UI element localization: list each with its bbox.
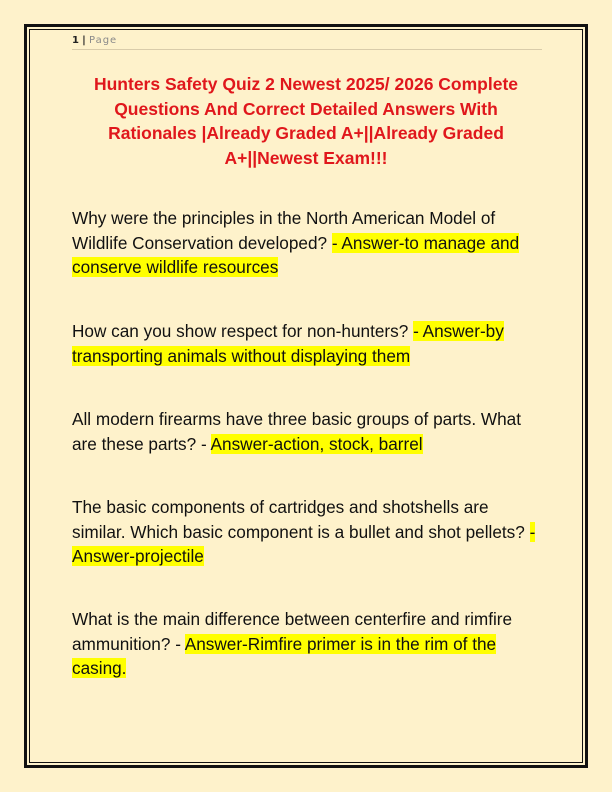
answer-separator: - [175, 633, 185, 654]
question-text: All modern firearms have three basic groups of parts. What are these parts? [72, 409, 521, 454]
question-text: What is the main difference between centerfire and rimfire ammunition? [72, 609, 513, 654]
qa-item-5 [72, 607, 542, 681]
answer-text: Answer-Rimfire primer is in the rim of the casing. [72, 633, 497, 678]
answer-text: - Answer-by transporting animals without displaying them [72, 321, 504, 366]
qa-item-4 [72, 495, 542, 569]
question-text: The basic components of cartridges and shotshells are similar. Which basic component is a bullet and shot pellets? [72, 497, 530, 542]
qa-item-2 [72, 319, 542, 368]
page-header [72, 35, 542, 50]
qa-item-1 [72, 206, 542, 280]
page-number: 1 [72, 35, 79, 46]
qa-item-3 [72, 407, 542, 456]
question-text: How can you show respect for non-hunters? [72, 321, 414, 341]
document-title: Hunters Safety Quiz 2 Newest 2025/ 2026 Complete Questions And Correct Detailed Answers With Rationales |Already Graded A+||Already Graded A+||Newest Exam!!! [93, 74, 519, 168]
page-label: Page [89, 35, 118, 46]
answer-text: Answer-action, stock, barrel [210, 433, 423, 454]
answer-text: - Answer-to manage and conserve wildlife resources [72, 232, 520, 277]
answer-separator: - [200, 433, 211, 454]
answer-text: - Answer-projectile [72, 521, 536, 566]
page-separator: | [82, 35, 86, 46]
question-text: Why were the principles in the North American Model of Wildlife Conservation developed? [72, 208, 496, 253]
